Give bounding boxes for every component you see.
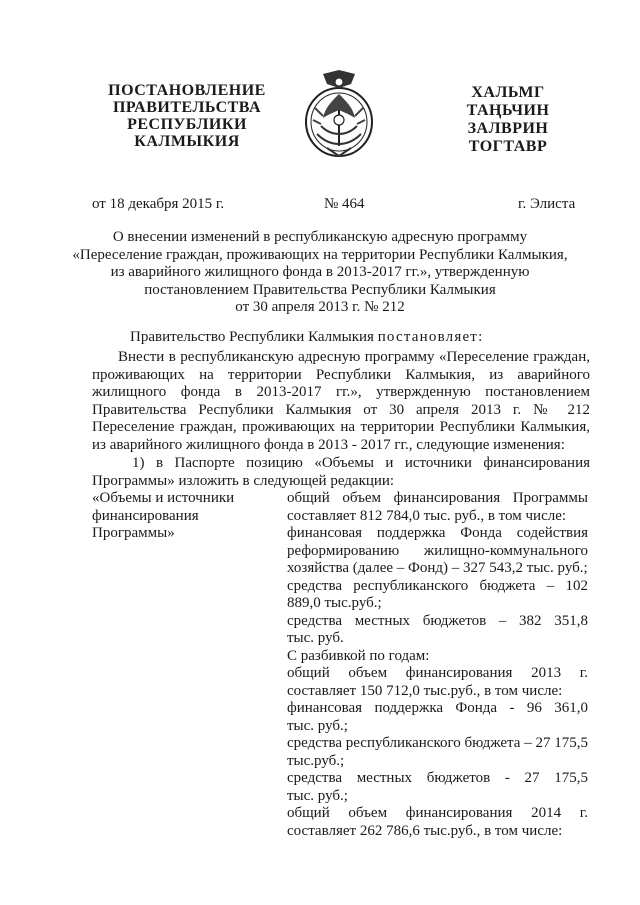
paragraph-line: жилищного фонда в 2013-2017 гг.», утвержденную постановлением bbox=[92, 384, 590, 400]
table-right-line: составляет 150 712,0 тыс.руб., в том числе: bbox=[287, 682, 563, 699]
paragraph-line: Программы» изложить в следующей редакции: bbox=[92, 472, 395, 489]
table-right-cell bbox=[287, 490, 588, 840]
resolution-clause bbox=[130, 329, 590, 347]
title-line: из аварийного жилищного фонда в 2013-2017 гг.», утвержденную bbox=[110, 264, 530, 280]
header-left-line: ПРАВИТЕЛЬСТВА bbox=[112, 99, 262, 116]
table-right-line: общий объем финансирования 2013 г. bbox=[287, 665, 588, 681]
paragraph-line: Правительства Республики Калмыкия от 30 апреля 2013 г. № 212 bbox=[92, 401, 590, 418]
table-right-line: составляет 262 786,6 тыс.руб., в том числе: bbox=[287, 822, 563, 839]
table-right-row bbox=[287, 700, 588, 735]
kalmykia-coat-of-arms-icon bbox=[301, 70, 377, 162]
table-left-line: Программы» bbox=[92, 525, 175, 541]
table-right-line: тыс. руб.; bbox=[287, 717, 348, 734]
title-line: от 30 апреля 2013 г. № 212 bbox=[235, 299, 405, 315]
document-date: от 18 декабря 2015 г. bbox=[92, 196, 225, 212]
table-right-line: тыс. руб. bbox=[287, 630, 344, 646]
table-right-line: средства республиканского бюджета – 102 bbox=[287, 577, 588, 594]
table-right-row bbox=[287, 525, 588, 578]
resolution-verb: постановляет: bbox=[377, 329, 484, 345]
header-left-line: РЕСПУБЛИКИ bbox=[127, 116, 247, 133]
header-right-kalmyk bbox=[448, 84, 568, 156]
table-right-line: общий объем финансирования Программы bbox=[287, 490, 588, 506]
table-right-row bbox=[287, 613, 588, 648]
header-right-line: ХАЛЬМГ bbox=[471, 84, 545, 101]
main-paragraph bbox=[92, 349, 590, 454]
header-right-line: ЗАЛВРИН bbox=[467, 120, 549, 137]
table-right-line: средства республиканского бюджета – 27 175,5 bbox=[287, 735, 588, 751]
table-right-row bbox=[287, 648, 588, 666]
table-right-row bbox=[287, 735, 588, 770]
title-line: «Переселение граждан, проживающих на территории Республики Калмыкия, bbox=[72, 246, 568, 263]
header-right-line: ТАҢЬЧИН bbox=[466, 102, 550, 119]
table-right-row bbox=[287, 578, 588, 613]
paragraph-line: проживающих на территории Республики Калмыкия, из аварийного bbox=[92, 366, 590, 383]
table-right-line: средства местных бюджетов - 27 175,5 bbox=[287, 770, 588, 786]
title-line: О внесении изменений в республиканскую адресную программу bbox=[112, 229, 528, 245]
header-left-russian bbox=[92, 82, 282, 150]
header-left-line: ПОСТАНОВЛЕНИЕ bbox=[108, 82, 266, 99]
table-right-line: хозяйства (далее – Фонд) – 327 543,2 тыс. руб.; bbox=[287, 560, 588, 576]
paragraph-line: из аварийного жилищного фонда в 2013 - 2017 гг., следующие изменения: bbox=[92, 436, 565, 453]
table-right-row bbox=[287, 490, 588, 525]
document-title bbox=[70, 229, 570, 317]
table-right-line: составляет 812 784,0 тыс. руб., в том числе: bbox=[287, 507, 567, 524]
table-right-line: средства местных бюджетов – 382 351,8 bbox=[287, 612, 588, 629]
document-number: № 464 bbox=[324, 196, 365, 212]
resolution-subject: Правительство Республики Калмыкия bbox=[130, 329, 374, 345]
table-right-line: финансовая поддержка Фонда содействия bbox=[287, 525, 588, 541]
table-right-line: общий объем финансирования 2014 г. bbox=[287, 805, 588, 821]
table-left-cell bbox=[92, 490, 267, 543]
table-right-line: реформированию жилищно-коммунального bbox=[287, 542, 588, 559]
table-left-line: «Объемы и источники bbox=[92, 490, 235, 506]
table-right-line: С разбивкой по годам: bbox=[287, 647, 430, 664]
table-right-line: тыс.руб.; bbox=[287, 752, 345, 769]
paragraph-line: 1) в Паспорте позицию «Объемы и источники финансирования bbox=[132, 455, 590, 471]
table-right-row bbox=[287, 770, 588, 805]
header-left-line: КАЛМЫКИЯ bbox=[134, 133, 240, 150]
header-right-line: ТОГТАВР bbox=[468, 138, 548, 155]
document-city: г. Элиста bbox=[518, 196, 576, 212]
table-right-row bbox=[287, 665, 588, 700]
table-right-line: 889,0 тыс.руб.; bbox=[287, 595, 382, 611]
paragraph-line: Переселение граждан, проживающих на территории Республики Калмыкия, bbox=[92, 419, 590, 435]
table-right-line: финансовая поддержка Фонда - 96 361,0 bbox=[287, 700, 588, 716]
table-left-line: финансирования bbox=[92, 507, 199, 524]
item-1-paragraph bbox=[92, 455, 590, 490]
table-right-line: тыс. руб.; bbox=[287, 787, 348, 804]
paragraph-line: Внести в республиканскую адресную программу «Переселение граждан, bbox=[118, 349, 590, 365]
title-line: постановлением Правительства Республики Калмыкия bbox=[144, 281, 496, 298]
table-right-row bbox=[287, 805, 588, 840]
